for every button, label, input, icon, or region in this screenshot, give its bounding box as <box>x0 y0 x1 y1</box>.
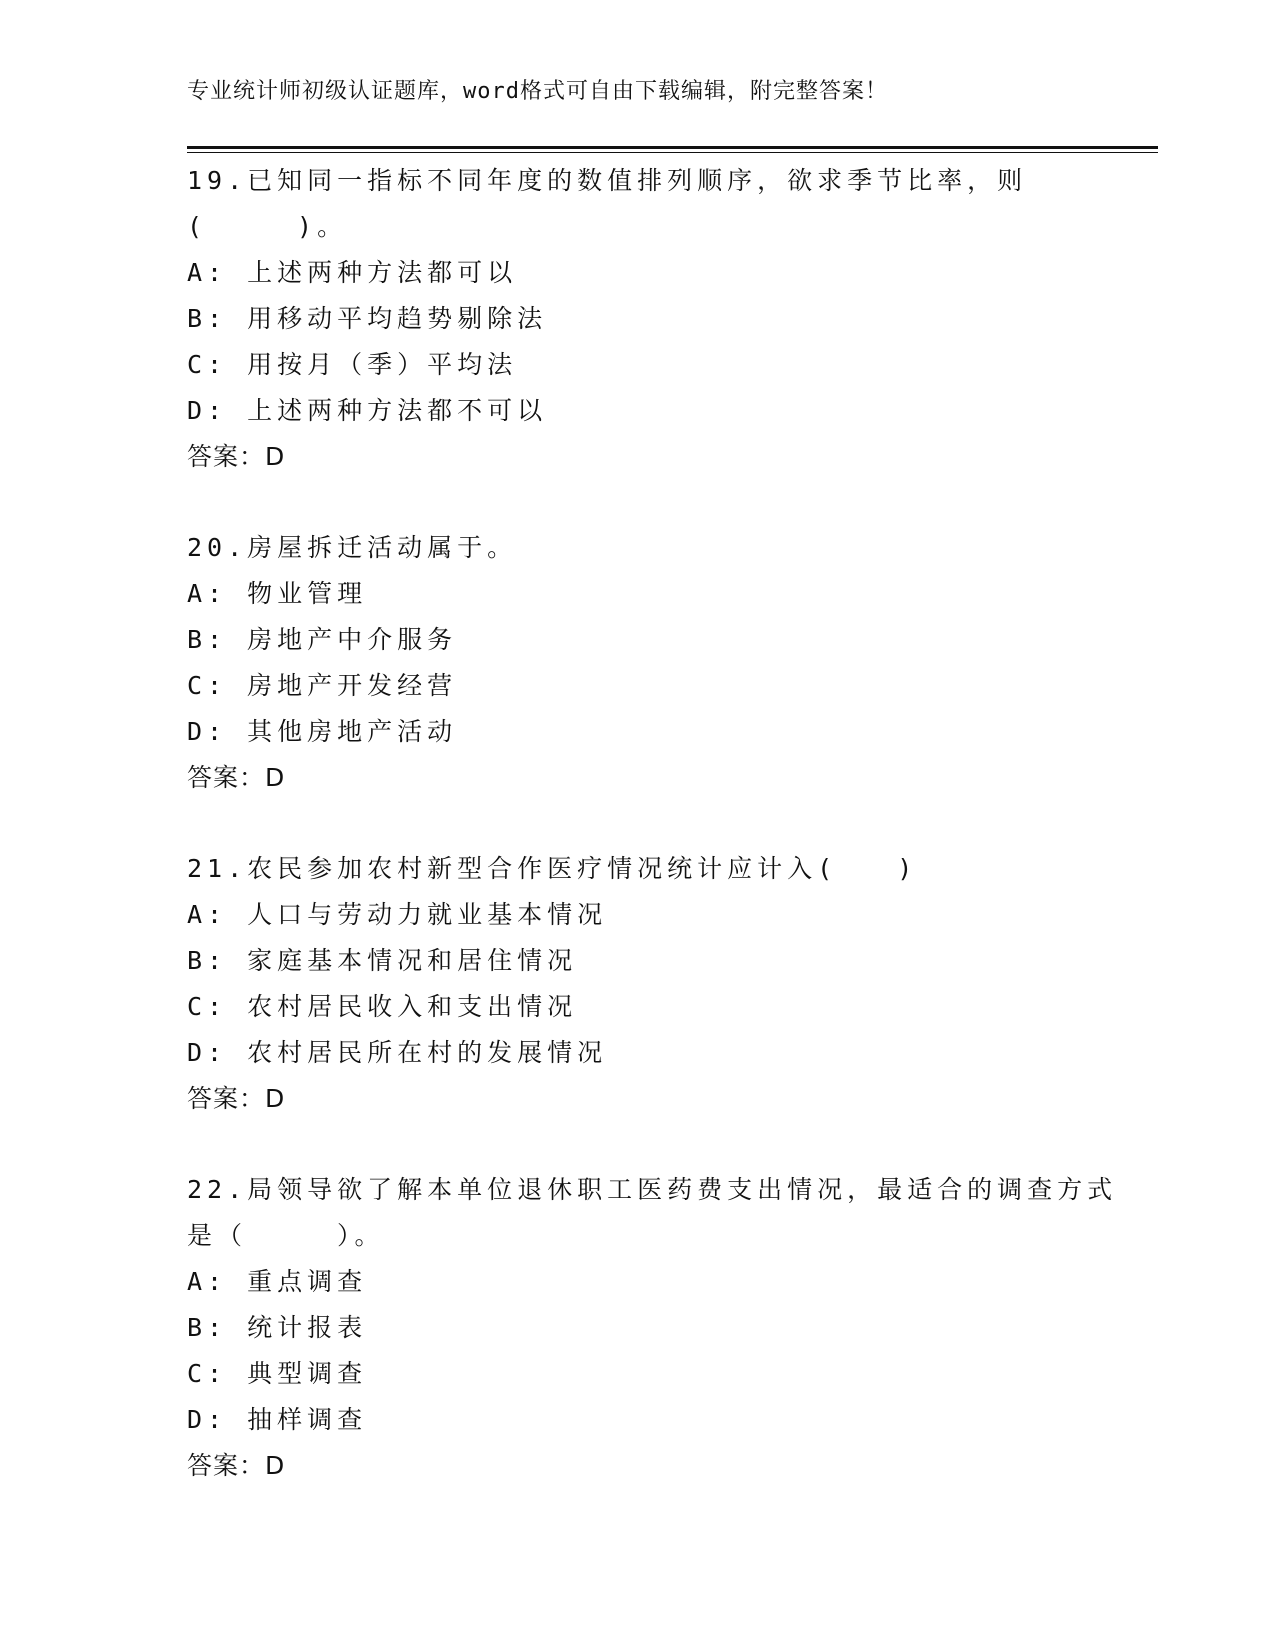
question-stem-line: 22.局领导欲了解本单位退休职工医药费支出情况，最适合的调查方式 <box>187 1175 1118 1204</box>
option-d: D: 农村居民所在村的发展情况 <box>187 1038 608 1067</box>
answer-line: 答案：D <box>187 442 286 471</box>
option-a: A: 重点调查 <box>187 1267 368 1296</box>
question-20 <box>187 525 1087 801</box>
question-stem-line: 20.房屋拆迁活动属于。 <box>187 533 518 562</box>
question-list <box>187 158 1118 1534</box>
question-21 <box>187 846 1087 1122</box>
option-a: A: 人口与劳动力就业基本情况 <box>187 900 608 929</box>
option-b: B: 家庭基本情况和居住情况 <box>187 946 578 975</box>
question-19 <box>187 158 1087 480</box>
answer-line: 答案：D <box>187 1084 286 1113</box>
page-header: 专业统计师初级认证题库，word格式可自由下载编辑，附完整答案！ <box>187 79 888 104</box>
option-d: D: 抽样调查 <box>187 1405 368 1434</box>
option-c: C: 典型调查 <box>187 1359 368 1388</box>
option-d: D: 上述两种方法都不可以 <box>187 396 548 425</box>
option-a: A: 物业管理 <box>187 579 368 608</box>
question-22 <box>187 1167 1118 1489</box>
option-b: B: 统计报表 <box>187 1313 368 1342</box>
option-c: C: 用按月（季）平均法 <box>187 350 518 379</box>
option-d: D: 其他房地产活动 <box>187 717 458 746</box>
answer-line: 答案：D <box>187 763 286 792</box>
question-stem-line: 是（ ）。 <box>187 1221 385 1250</box>
answer-line: 答案：D <box>187 1451 286 1480</box>
option-a: A: 上述两种方法都可以 <box>187 258 518 287</box>
question-stem-line: 19.已知同一指标不同年度的数值排列顺序，欲求季节比率，则 <box>187 166 1028 195</box>
option-c: C: 农村居民收入和支出情况 <box>187 992 578 1021</box>
option-b: B: 房地产中介服务 <box>187 625 458 654</box>
header-divider-thick <box>187 146 1158 149</box>
header-divider-thin <box>187 152 1158 153</box>
option-c: C: 房地产开发经营 <box>187 671 458 700</box>
question-stem-line: ( )。 <box>187 212 348 241</box>
question-stem-line: 21.农民参加农村新型合作医疗情况统计应计入( ) <box>187 854 918 883</box>
option-b: B: 用移动平均趋势剔除法 <box>187 304 548 333</box>
